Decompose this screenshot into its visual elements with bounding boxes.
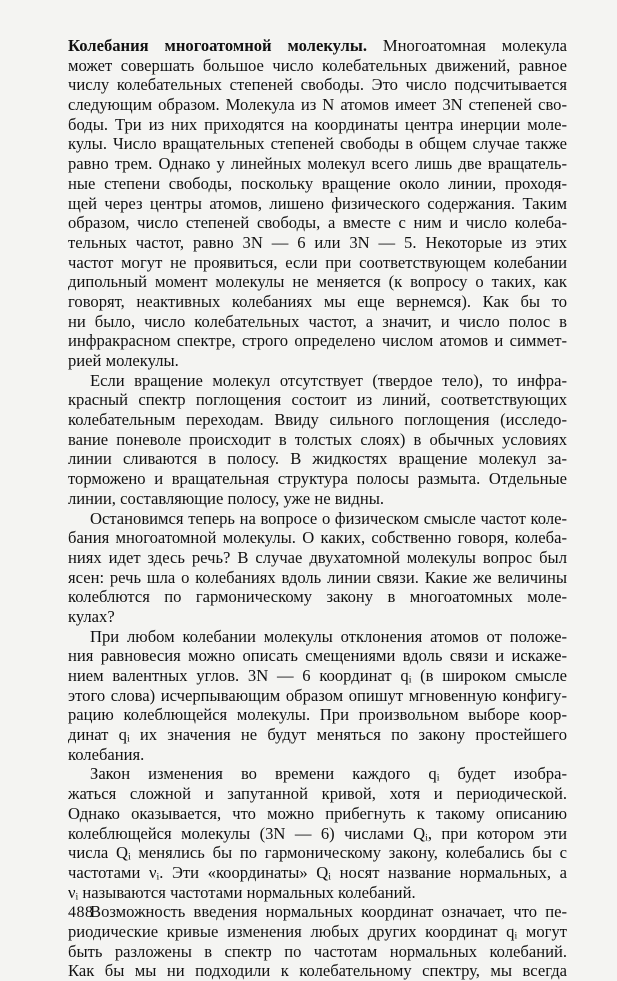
text-line: [68, 863, 567, 883]
text-line: [68, 902, 567, 922]
line-text: образом, число степеней свободы, а вместе с ним и число колеба-: [68, 213, 567, 233]
line-text: быть разложены в спектр по частотам нормальных колебаний.: [68, 941, 567, 961]
text-line: [68, 351, 567, 371]
line-text: При любом колебании молекулы отклонения атомов от положе-: [90, 626, 567, 646]
text-line: [68, 568, 567, 588]
text-line: [68, 95, 567, 115]
line-text: колеблются по гармоническому закону в многоатомных моле-: [68, 587, 567, 607]
line-text: динат qᵢ их значения не будут меняться по закону простейшего: [68, 725, 567, 745]
text-line: [68, 764, 567, 784]
line-text: числу колебательных степеней свободы. Это число подсчитывается: [68, 75, 567, 95]
text-line: [68, 528, 567, 548]
line-text: риодические кривые изменения любых других координат qᵢ могут: [68, 921, 567, 941]
line-text: рацию колеблющейся молекулы. При произвольном выборе коор-: [68, 705, 567, 725]
text-line: [68, 646, 567, 666]
line-text: кулы. Число вращательных степеней свободы в общем случае также: [68, 134, 567, 154]
text-line: [68, 725, 567, 745]
line-text: кулах?: [68, 606, 115, 626]
line-text: ясен: речь шла о колебаниях вдоль линии связи. Какие же величины: [68, 567, 567, 587]
text-line: [68, 56, 567, 76]
line-text: частот могут не проявиться, если при соответствующем колебании: [68, 252, 567, 272]
line-text: щей через центры атомов, лишено физического содержания. Таким: [68, 193, 567, 213]
text-line: [68, 548, 567, 568]
line-text: равно трем. Однако у линейных молекул всего лишь две вращатель-: [68, 154, 567, 174]
text-line: [68, 272, 567, 292]
text-line: [68, 194, 567, 214]
text-line: [68, 784, 567, 804]
line-text: может совершать большое число колебательных движений, равное: [68, 55, 567, 75]
line-text: вание поневоле происходит в толстых слоях) в обычных условиях: [68, 429, 567, 449]
text-line: [68, 627, 567, 647]
text-line: [68, 489, 567, 509]
line-text: Как бы мы ни подходили к колебательному спектру, мы всегда: [68, 961, 567, 981]
line-text: Возможность введения нормальных координат означает, что пе-: [90, 902, 567, 922]
line-text: следующим образом. Молекула из N атомов имеет 3N степеней сво-: [68, 95, 567, 115]
text-line: [68, 390, 567, 410]
line-text: линии, составляющие полосу, уже не видны.: [68, 488, 385, 508]
line-text: ниях идет здесь речь? В случае двухатомной молекулы вопрос был: [68, 547, 567, 567]
line-text: νᵢ называются частотами нормальных колебаний.: [68, 882, 416, 902]
line-text: числа Qᵢ менялись бы по гармоническому закону, колебались бы с: [68, 843, 567, 863]
line-text: боды. Три из них приходятся на координаты центра инерции моле-: [68, 114, 567, 134]
line-text: Если вращение молекул отсутствует (твердое тело), то инфра-: [90, 370, 567, 390]
line-text: ные степени свободы, поскольку вращение около линии, проходя-: [68, 173, 567, 193]
line-text: инфракрасном спектре, строго определено числом атомов и симмет-: [68, 331, 567, 351]
text-line: [68, 509, 567, 529]
text-line: [68, 824, 567, 844]
line-text: линии сливаются в полосу. В жидкостях вращение молекул за-: [68, 449, 567, 469]
line-text: нием валентных углов. 3N — 6 координат qᵢ (в широком смысле: [68, 666, 567, 685]
text-line: [68, 666, 567, 686]
page-number: 488: [68, 904, 94, 921]
text-line: [68, 449, 567, 469]
text-line: [68, 233, 567, 253]
text-line: [68, 115, 567, 135]
line-text: тельных частот, равно 3N — 6 или 3N — 5. Некоторые из этих: [68, 232, 567, 252]
text-line: [68, 371, 567, 391]
text-line: [68, 883, 567, 903]
text-line: [68, 469, 567, 489]
line-text: Однако оказывается, что можно прибегнуть к такому описанию: [68, 803, 567, 823]
line-text: Многоатомная молекула: [382, 36, 567, 55]
line-text: жаться сложной и запутанной кривой, хотя и периодической.: [68, 784, 567, 804]
line-text: колебательным переходам. Ввиду сильного поглощения (исследо-: [68, 410, 567, 430]
text-line: [68, 312, 567, 332]
section-heading: Колебания многоатомной молекулы.: [68, 36, 367, 55]
line-text: ния равновесия можно описать смещениями вдоль связи и искаже-: [68, 646, 567, 666]
text-line: [68, 292, 567, 312]
line-text: бания многоатомной молекулы. О каких, собственно говоря, колеба-: [68, 528, 567, 548]
text-line: [68, 705, 567, 725]
text-line: [68, 607, 567, 627]
text-line: [68, 961, 567, 981]
text-line: [68, 804, 567, 824]
text-line: [68, 410, 567, 430]
text-line: [68, 213, 567, 233]
text-line: [68, 134, 567, 154]
line-text: Закон изменения во времени каждого qᵢ будет изобра-: [90, 764, 567, 784]
line-text: красный спектр поглощения состоит из линий, соответствующих: [68, 390, 567, 410]
text-line: [68, 942, 567, 962]
text-body: [68, 36, 567, 981]
line-text: этого слова) исчерпывающим образом опишут мгновенную конфигу-: [68, 685, 567, 705]
line-text: колеблющейся молекулы (3N — 6) числами Qᵢ, при котором эти: [68, 823, 567, 843]
text-line: [68, 843, 567, 863]
line-text: рией молекулы.: [68, 351, 179, 370]
line-text: торможено и вращательная структура полосы размыта. Отдельные: [68, 469, 567, 489]
line-text: колебания.: [68, 744, 145, 764]
line-text: дипольный момент молекулы не меняется (к вопросу о таких, как: [68, 272, 567, 292]
line-text: говорят, неактивных колебаниях мы еще вернемся). Как бы то: [68, 291, 567, 311]
text-line: [68, 587, 567, 607]
text-line: [68, 922, 567, 942]
text-line: [68, 75, 567, 95]
text-line: [68, 745, 567, 765]
text-line: [68, 686, 567, 706]
text-line: [68, 36, 567, 56]
text-line: [68, 331, 567, 351]
text-line: [68, 154, 567, 174]
text-line: [68, 430, 567, 450]
line-text: частотами νᵢ. Эти «координаты» Qᵢ носят название нормальных, а: [68, 862, 567, 882]
line-text: ни было, число колебательных частот, а значит, и число полос в: [68, 311, 567, 331]
line-text: Остановимся теперь на вопросе о физическом смысле частот коле-: [90, 508, 567, 528]
text-line: [68, 174, 567, 194]
text-line: [68, 253, 567, 273]
